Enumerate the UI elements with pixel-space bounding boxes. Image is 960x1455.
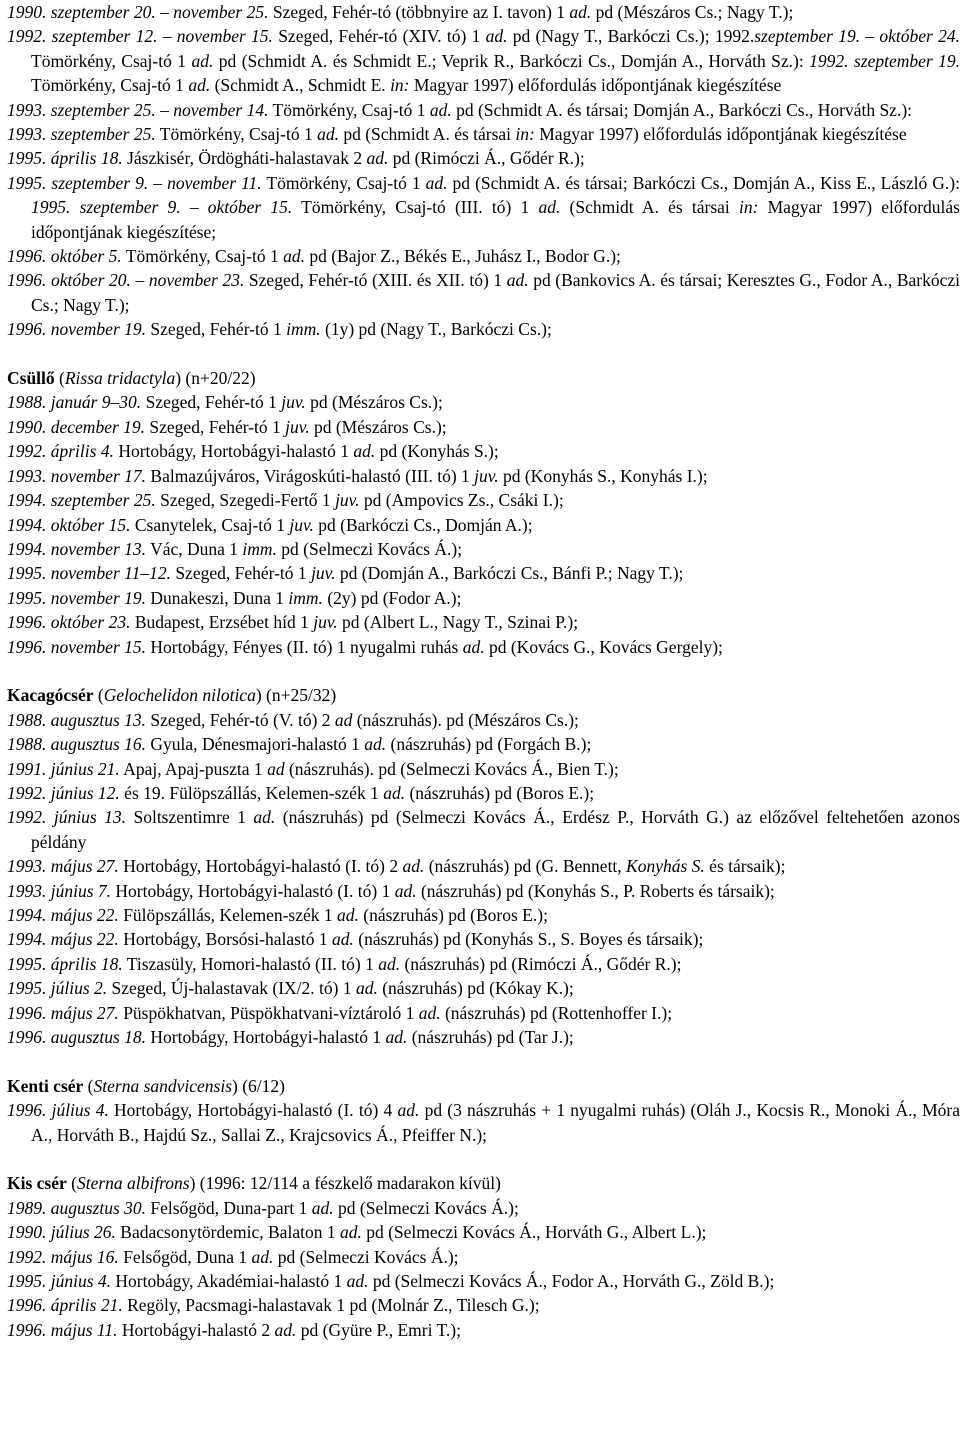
text-run: (nászruhás) pd (Konyhás S., P. Roberts és társaik); [416,880,775,901]
italic-run: 1996. október 23. [7,612,131,633]
text-run: Regöly, Pacsmagi-halastavak 1 pd (Molnár Z., Tilesch G.); [122,1295,540,1316]
text-run: pd (Bankovics A. és társai; Keresztes G., Fodor A., Barkóczi Cs.; Nagy T.); [31,270,960,315]
italic-run: 1992. április 4. [7,441,114,462]
italic-run: 1993. június 7. [7,880,112,901]
italic-run: 1993. szeptember 25. – november 14. [7,99,269,120]
italic-run: 1990. december 19. [7,416,146,437]
text-run: pd (3 nászruhás + 1 nyugalmi ruhás) (Oláh J., Kocsis R., Monoki Á., Móra A., Horváth B., Hajdú Sz., Sallai Z., Krajcsovics Á., Pfeiffer N.); [31,1100,960,1145]
italic-run: Gelochelidon nilotica [103,685,256,706]
italic-run: 1995. április 18. [7,148,123,169]
species-heading [7,366,960,390]
text-run: (nászruhás) pd (Rottenhoffer I.); [440,1002,673,1023]
italic-run: 1992. június 13. [7,807,126,828]
italic-run: in: [390,75,410,96]
record-entry [7,488,960,512]
text-run: ) (n+20/22) [175,368,256,389]
text-run: Tiszasüly, Homori-halastó (II. tó) 1 [122,953,379,974]
text-run: Püspökhatvan, Püspökhatvani-víztároló 1 [118,1002,419,1023]
italic-run: 1994. május 22. [7,929,119,950]
text-run: Jászkisér, Ördögháti-halastavak 2 [122,148,367,169]
record-entry [7,610,960,634]
section-gap [7,1147,960,1171]
italic-run: 1995. november 19. [7,587,147,608]
italic-run: 1990. szeptember 20. – november 25. [7,2,269,22]
italic-run: 1992. szeptember 12. – november 15. [7,26,273,47]
text-run: pd (Mészáros Cs.); [309,416,447,437]
text-run: Vác, Duna 1 [146,538,243,559]
record-entry [7,537,960,561]
text-run: (nászruhás). pd (Selmeczi Kovács Á., Bien T.); [284,758,619,779]
italic-run: juv. [313,612,338,633]
text-run: (nászruhás) pd (G. Bennett, [424,856,627,877]
record-entry [7,171,960,244]
record-entry [7,952,960,976]
species-name: Kacagócsér [7,685,94,706]
record-entry [7,122,960,146]
text-run: Szeged, Fehér-tó 1 [141,392,282,413]
text-run: pd (Schmidt A. és társai; Domján A., Barkóczi Cs., Horváth Sz.): [451,99,913,120]
text-run: pd (Selmeczi Kovács Á., Fodor A., Horváth G., Zöld B.); [368,1271,775,1292]
text-run: Magyar 1997) előfordulás időpontjának kiegészítése [534,124,907,145]
text-run: pd (Mészáros Cs.; Nagy T.); [591,2,794,22]
italic-run: ad. [402,856,425,877]
record-entry [7,1220,960,1244]
record-entry [7,854,960,878]
record-entry [7,1001,960,1025]
italic-run: 1993. május 27. [7,856,119,877]
text-run: ( [83,1075,94,1096]
record-entry [7,1098,960,1147]
italic-run: 1996. november 15. [7,636,147,657]
text-run: Szeged, Fehér-tó (XIV. tó) 1 [272,26,486,47]
text-run: (nászruhás). pd (Mészáros Cs.); [352,709,579,730]
italic-run: ad. [337,905,359,925]
record-entry [7,635,960,659]
text-run: Felsőgöd, Duna-part 1 [146,1197,312,1218]
italic-run: ad. [418,1002,441,1023]
text-run: pd (Nagy T., Barkóczi Cs.); 1992. [507,26,755,47]
italic-run: 1994. május 22. [7,905,119,925]
italic-run: ad. [317,124,339,145]
text-run: (nászruhás) pd (Kókay K.); [377,978,574,999]
record-entry [7,1196,960,1220]
text-run: Szeged, Fehér-tó (V. tó) 2 [146,709,335,730]
text-run: Csanytelek, Csaj-tó 1 [130,514,290,535]
italic-run: ad. [191,50,214,71]
record-entry [7,464,960,488]
text-run: Budapest, Erzsébet híd 1 [130,612,314,633]
italic-run: 1995. november 11–12. [7,563,171,584]
italic-run: juv. [281,392,306,413]
italic-run: ad. [332,929,354,950]
italic-run: ad. [569,2,592,22]
text-run: és 19. Fülöpszállás, Kelemen-szék 1 [119,782,384,803]
text-run: Szeged, Fehér-tó 1 [146,319,287,340]
species-heading [7,683,960,707]
text-run: pd (Albert L., Nagy T., Szinai P.); [337,612,579,633]
italic-run: 1989. augusztus 30. [7,1197,147,1218]
text-run: pd (Schmidt A. és társai; Barkóczi Cs., Domján A., Kiss E., László G.): [447,172,960,193]
text-run: Tömörkény, Csaj-tó (III. tó) 1 [292,197,539,218]
text-run: Tömörkény, Csaj-tó 1 [268,99,430,120]
record-entry [7,1025,960,1049]
text-run: Hortobágy, Hortobágyi-halastó 1 [113,441,354,462]
text-run: ( [66,1173,77,1194]
text-run: ) (6/12) [232,1075,286,1096]
text-run: (Schmidt A., Schmidt E. [210,75,391,96]
text-run: (2y) pd (Fodor A.); [322,587,462,608]
text-run: pd (Selmeczi Kovács Á., Horváth G., Albert L.); [361,1222,707,1243]
italic-run: ad. [353,441,376,462]
text-run: pd (Selmeczi Kovács Á.); [273,1246,459,1267]
italic-run: 1994. október 15. [7,514,131,535]
italic-run: 1996. augusztus 18. [7,1027,147,1048]
text-run: pd (Selmeczi Kovács Á.); [333,1197,519,1218]
text-run: Hortobágy, Borsósi-halastó 1 [118,929,333,950]
record-entry [7,561,960,585]
species-heading [7,1074,960,1098]
record-entry [7,317,960,341]
italic-run: 1992. szeptember 19. [809,50,960,71]
text-run: Szeged, Új-halastavak (IX/2. tó) 1 [107,978,356,999]
text-run: pd (Ampovics Zs., Csáki I.); [359,490,564,511]
text-run: Apaj, Apaj-puszta 1 [119,758,268,779]
italic-run: 1996. november 19. [7,319,147,340]
italic-run: imm. [286,319,321,340]
text-run: Szeged, Fehér-tó 1 [170,563,312,584]
text-run: Tömörkény, Csaj-tó 1 [121,246,284,267]
text-run: (nászruhás) pd (Forgách B.); [386,734,592,755]
italic-run: 1990. július 26. [7,1222,116,1243]
italic-run: 1988. augusztus 16. [7,734,147,755]
text-run: Gyula, Dénesmajori-halastó 1 [146,734,365,755]
italic-run: Konyhás S. [626,856,705,877]
species-name: Kis csér [7,1173,67,1194]
italic-run: 1988. január 9–30. [7,392,142,413]
italic-run: szeptember 19. – október 24. [754,26,960,47]
text-run: Hortobágy, Akadémiai-halastó 1 [111,1271,347,1292]
text-run: (nászruhás) pd (Selmeczi Kovács Á., Erdész P., Horváth G.) az előzővel feltehetően azonos példány [31,807,960,852]
italic-run: juv. [289,514,314,535]
text-run: ) (n+25/32) [255,685,337,706]
text-run: Szeged, Fehér-tó (többnyire az I. tavon) 1 [268,2,570,22]
record-entry [7,146,960,170]
text-run: Tömörkény, Csaj-tó 1 [31,75,189,96]
italic-run: Rissa tridactyla [64,368,176,389]
text-run: és társaik); [704,856,786,877]
italic-run: ad. [385,1027,408,1048]
italic-run: ad [334,709,353,730]
italic-run: 1993. november 17. [7,465,147,486]
text-run: Dunakeszi, Duna 1 [146,587,289,608]
italic-run: 1996. október 5. [7,246,122,267]
italic-run: in: [738,197,759,218]
italic-run: 1995. július 2. [7,978,108,999]
italic-run: 1996. április 21. [7,1295,123,1316]
italic-run: ad. [366,148,389,169]
italic-run: juv. [335,490,360,511]
italic-run: ad. [364,734,387,755]
text-run: pd (Konyhás S., Konyhás I.); [498,465,708,486]
text-run: Szeged, Fehér-tó 1 [145,416,286,437]
italic-run: 1992. május 16. [7,1246,119,1267]
italic-run: ad. [188,75,211,96]
text-run: Hortobágy, Hortobágyi-halastó (I. tó) 1 [111,880,395,901]
italic-run: in: [515,124,535,145]
text-run: Fülöpszállás, Kelemen-szék 1 [118,905,338,925]
record-entry [7,244,960,268]
italic-run: 1991. június 21. [7,758,120,779]
italic-run: 1994. november 13. [7,538,147,559]
text-run: pd (Konyhás S.); [375,441,499,462]
text-run: Badacsonytördemic, Balaton 1 [115,1222,340,1243]
record-entry [7,24,960,97]
italic-run: 1988. augusztus 13. [7,709,147,730]
section-gap [7,659,960,683]
species-name: Csüllő [7,368,55,389]
record-entry [7,513,960,537]
record-entry [7,732,960,756]
record-entry [7,415,960,439]
text-run: Hortobágy, Hortobágyi-halastó (I. tó) 4 [108,1100,398,1121]
italic-run: 1996. július 4. [7,1100,109,1121]
text-run: pd (Mészáros Cs.); [305,392,443,413]
italic-run: ad. [311,1197,334,1218]
text-run: ( [93,685,104,706]
section-gap [7,342,960,366]
text-run: Tömörkény, Csaj-tó 1 [155,124,318,145]
record-entry [7,708,960,732]
record-entry [7,903,960,927]
italic-run: 1994. szeptember 25. [7,490,156,511]
record-entry [7,879,960,903]
text-run: Felsőgöd, Duna 1 [118,1246,252,1267]
record-entry [7,1245,960,1269]
text-run: pd (Kovács G., Kovács Gergely); [484,636,723,657]
italic-run: ad. [462,636,485,657]
italic-run: ad. [383,782,406,803]
species-name: Kenti csér [7,1075,84,1096]
text-run: (Schmidt A. és társai [560,197,739,218]
record-entry [7,1293,960,1317]
italic-run: 1995. április 18. [7,953,123,974]
italic-run: juv. [285,416,310,437]
text-run: (1y) pd (Nagy T., Barkóczi Cs.); [320,319,552,340]
italic-run: juv. [474,465,499,486]
record-entry [7,0,960,24]
text-run: (nászruhás) pd (Boros E.); [358,905,548,925]
text-run: Balmazújváros, Virágoskúti-halastó (III. tó) 1 [146,465,475,486]
text-run: Tömörkény, Csaj-tó 1 [31,50,192,71]
text-run: (nászruhás) pd (Boros E.); [405,782,595,803]
italic-run: 1993. szeptember 25. [7,124,156,145]
italic-run: imm. [242,538,277,559]
italic-run: 1995. szeptember 9. – november 11. [7,172,262,193]
text-run: Hortobágyi-halastó 2 [117,1319,275,1340]
record-entry [7,976,960,1000]
text-run: pd (Bajor Z., Békés E., Juhász I., Bodor G.); [304,246,621,267]
text-run: (nászruhás) pd (Tar J.); [407,1027,574,1048]
record-entry [7,1318,960,1342]
italic-run: ad. [429,99,452,120]
italic-run: 1996. október 20. – november 23. [7,270,245,291]
italic-run: ad. [425,172,448,193]
record-entry [7,781,960,805]
italic-run: Sterna albifrons [76,1173,190,1194]
text-run: (nászruhás) pd (Rimóczi Á., Gődér R.); [400,953,682,974]
text-run: pd (Barkóczi Cs., Domján A.); [313,514,533,535]
italic-run: 1996. május 11. [7,1319,118,1340]
italic-run: 1996. május 27. [7,1002,119,1023]
italic-run: ad. [485,26,508,47]
italic-run: ad. [251,1246,274,1267]
text-run: Tömörkény, Csaj-tó 1 [261,172,426,193]
italic-run: 1995. június 4. [7,1271,112,1292]
record-entry [7,927,960,951]
italic-run: ad. [355,978,378,999]
text-run: pd (Selmeczi Kovács Á.); [276,538,463,559]
record-entry [7,390,960,414]
record-entry [7,586,960,610]
italic-run: Sterna sandvicensis [93,1075,233,1096]
text-run: pd (Gyüre P., Emri T.); [296,1319,461,1340]
text-run: Hortobágy, Hortobágyi-halastó 1 [146,1027,386,1048]
italic-run: ad. [397,1100,420,1121]
italic-run: ad. [506,270,529,291]
text-run: ) (1996: 12/114 a fészkelő madarakon kívül) [189,1173,501,1194]
record-entry [7,1269,960,1293]
italic-run: ad. [346,1271,369,1292]
text-run: Magyar 1997) előfordulás időpontjának kiegészítése; [31,197,960,242]
italic-run: 1992. június 12. [7,782,120,803]
section-gap [7,1049,960,1073]
text-run: pd (Rimóczi Á., Gődér R.); [388,148,585,169]
italic-run: ad. [253,807,276,828]
species-heading [7,1171,960,1195]
text-run: pd (Schmidt A. és Schmidt E.; Veprik R., Barkóczi Cs., Domján A., Horváth Sz.): [213,50,810,71]
text-run: Magyar 1997) előfordulás időpontjának kiegészítése [409,75,782,96]
record-entry [7,268,960,317]
text-run: pd (Schmidt A. és társai [338,124,516,145]
text-run: Szeged, Szegedi-Fertő 1 [155,490,336,511]
record-entry [7,98,960,122]
text-run: pd (Domján A., Barkóczi Cs., Bánfi P.; Nagy T.); [335,563,684,584]
italic-run: juv. [311,563,336,584]
text-run: Hortobágy, Fényes (II. tó) 1 nyugalmi ruhás [146,636,463,657]
italic-run: 1995. szeptember 9. – október 15. [31,197,293,218]
italic-run: ad. [538,197,561,218]
text-run: Soltszentimre 1 [126,807,254,828]
text-run: Szeged, Fehér-tó (XIII. és XII. tó) 1 [244,270,507,291]
record-entry [7,757,960,781]
italic-run: ad. [274,1319,297,1340]
italic-run: ad. [394,880,417,901]
record-entry [7,805,960,854]
text-run: (nászruhás) pd (Konyhás S., S. Boyes és társaik); [353,929,704,950]
italic-run: ad. [283,246,305,267]
record-entry [7,439,960,463]
text-run: ( [54,368,65,389]
italic-run: imm. [288,587,323,608]
italic-run: ad. [378,953,401,974]
italic-run: ad. [339,1222,362,1243]
italic-run: ad [267,758,285,779]
text-run: Hortobágy, Hortobágyi-halastó (I. tó) 2 [118,856,403,877]
